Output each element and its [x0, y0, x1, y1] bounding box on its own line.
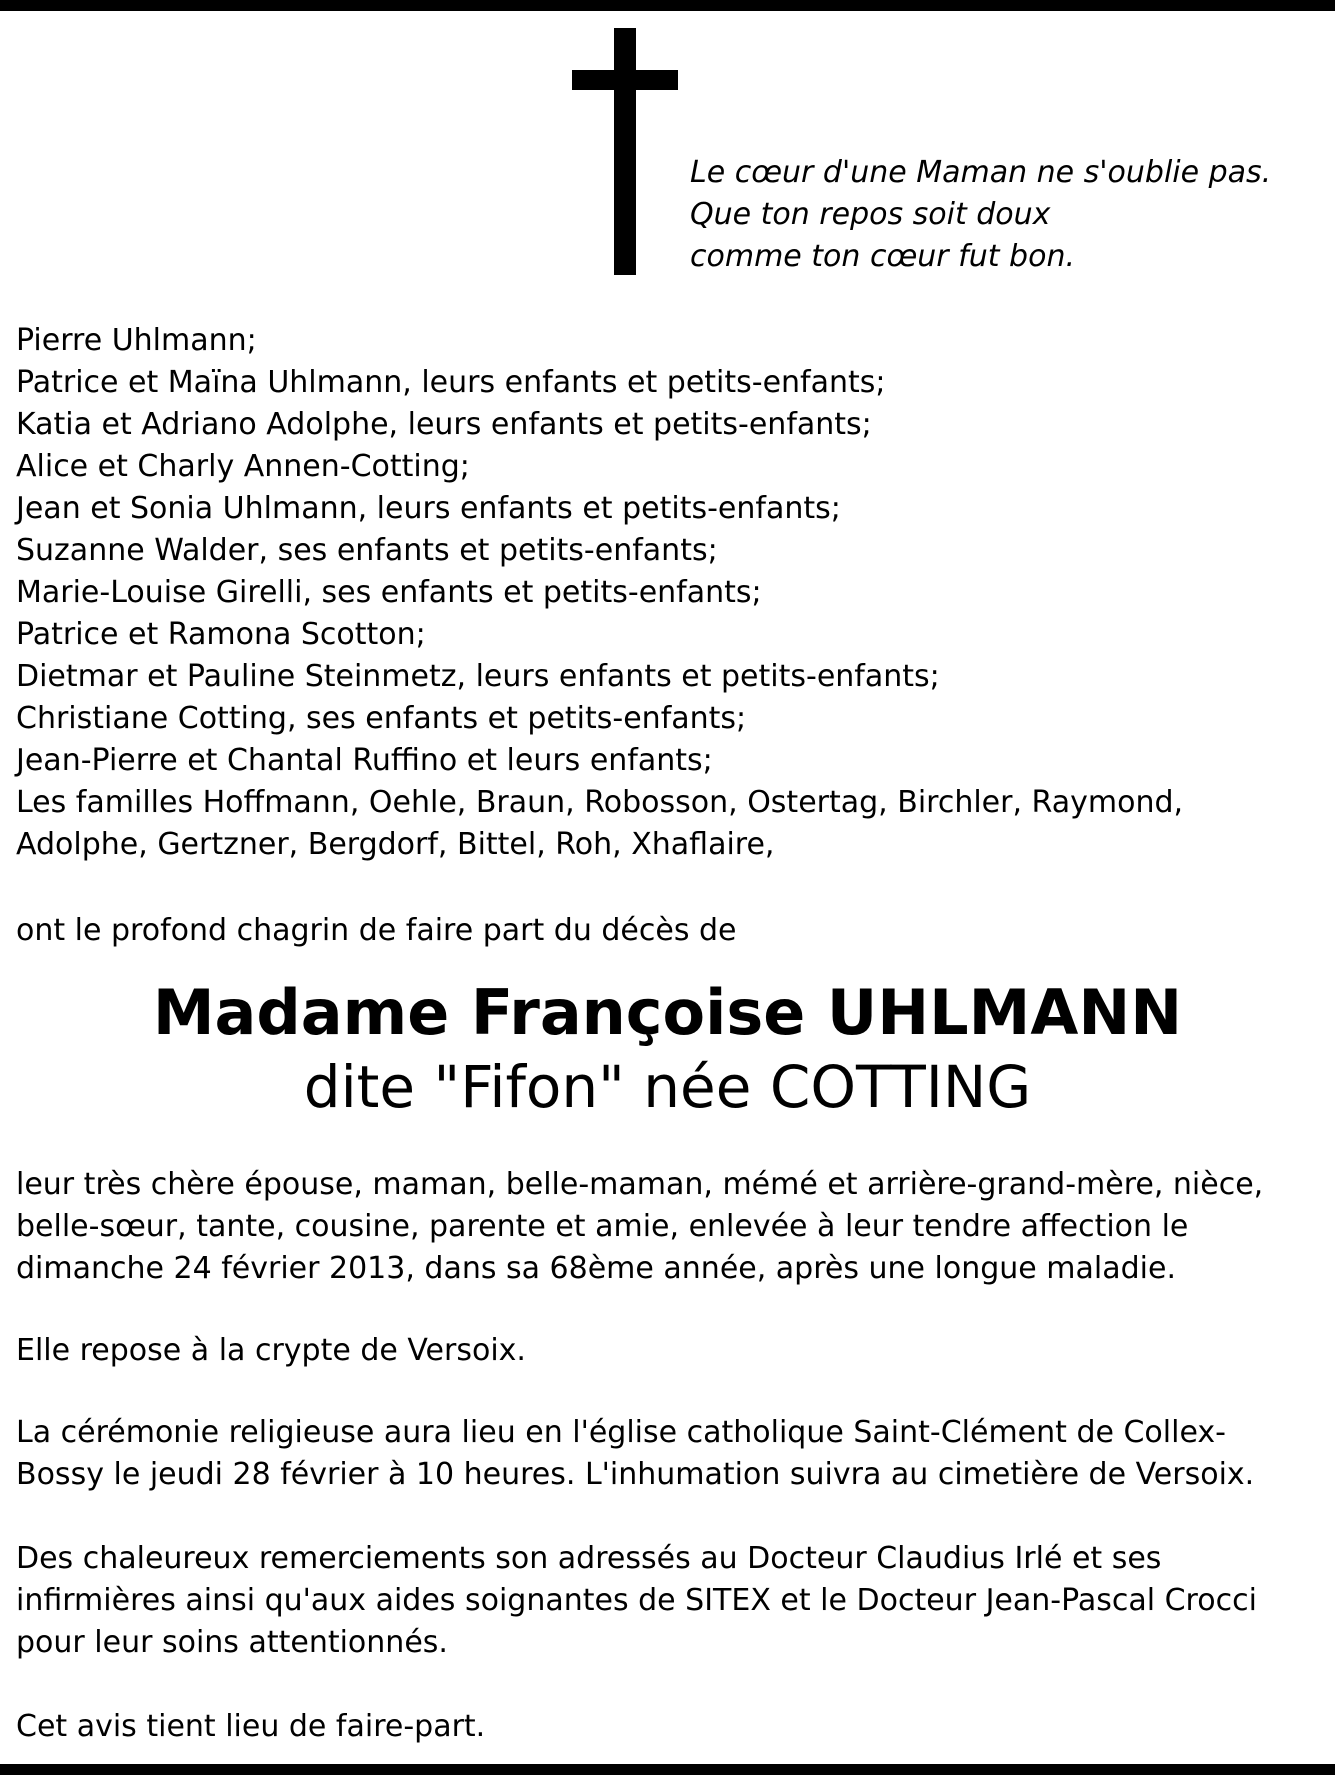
- closing-paragraph: [16, 1706, 1321, 1748]
- description-paragraph: [16, 1164, 1321, 1290]
- thanks-paragraph: [16, 1538, 1321, 1664]
- cross-icon: [572, 28, 678, 275]
- mourner-line: Patrice et Ramona Scotton;: [16, 617, 426, 652]
- description-line: leur très chère épouse, maman, belle-maman, mémé et arrière-grand-mère, nièce,: [16, 1167, 1264, 1202]
- deceased-subtitle: dite "Fifon" née COTTING: [303, 1053, 1032, 1121]
- repose-line: Elle repose à la crypte de Versoix.: [16, 1333, 526, 1368]
- epigraph-line: Le cœur d'une Maman ne s'oublie pas.: [690, 155, 1272, 190]
- announcement-line: ont le profond chagrin de faire part du décès de: [16, 913, 737, 948]
- cross-horizontal-bar: [572, 70, 678, 90]
- description-line: dimanche 24 février 2013, dans sa 68ème année, après une longue maladie.: [16, 1251, 1176, 1286]
- mourner-line: Adolphe, Gertzner, Bergdorf, Bittel, Roh, Xhaflaire,: [16, 827, 775, 862]
- bottom-border: [0, 1764, 1335, 1775]
- epigraph: [690, 152, 1310, 278]
- thanks-line: infirmières ainsi qu'aux aides soignantes de SITEX et le Docteur Jean-Pascal Crocci: [16, 1583, 1257, 1618]
- repose-paragraph: [16, 1330, 1321, 1372]
- closing-line: Cet avis tient lieu de faire-part.: [16, 1709, 486, 1744]
- epigraph-line: comme ton cœur fut bon.: [690, 239, 1075, 274]
- ceremony-line: La cérémonie religieuse aura lieu en l'église catholique Saint-Clément de Collex-: [16, 1415, 1226, 1450]
- top-border: [0, 0, 1335, 11]
- deceased-name: Madame Françoise UHLMANN: [152, 976, 1183, 1049]
- mourner-line: Alice et Charly Annen-Cotting;: [16, 449, 470, 484]
- mourners-list: [16, 320, 1321, 866]
- mourner-line: Marie-Louise Girelli, ses enfants et petits-enfants;: [16, 575, 762, 610]
- description-line: belle-sœur, tante, cousine, parente et amie, enlevée à leur tendre affection le: [16, 1209, 1189, 1244]
- mourner-line: Katia et Adriano Adolphe, leurs enfants et petits-enfants;: [16, 407, 872, 442]
- mourner-line: Jean-Pierre et Chantal Ruffino et leurs enfants;: [16, 743, 713, 778]
- mourner-line: Suzanne Walder, ses enfants et petits-enfants;: [16, 533, 718, 568]
- ceremony-line: Bossy le jeudi 28 février à 10 heures. L'inhumation suivra au cimetière de Versoix.: [16, 1457, 1255, 1492]
- mourner-line: Dietmar et Pauline Steinmetz, leurs enfants et petits-enfants;: [16, 659, 940, 694]
- thanks-line: pour leur soins attentionnés.: [16, 1625, 448, 1660]
- mourner-line: Pierre Uhlmann;: [16, 323, 257, 358]
- mourner-line: Christiane Cotting, ses enfants et petits-enfants;: [16, 701, 747, 736]
- announcement-text: [16, 910, 1321, 952]
- mourner-line: Les familles Hoffmann, Oehle, Braun, Robosson, Ostertag, Birchler, Raymond,: [16, 785, 1184, 820]
- deceased-name-block: [0, 975, 1335, 1123]
- thanks-line: Des chaleureux remerciements son adressés au Docteur Claudius Irlé et ses: [16, 1541, 1162, 1576]
- mourner-line: Jean et Sonia Uhlmann, leurs enfants et petits-enfants;: [16, 491, 841, 526]
- mourner-line: Patrice et Maïna Uhlmann, leurs enfants et petits-enfants;: [16, 365, 886, 400]
- ceremony-paragraph: [16, 1412, 1321, 1496]
- epigraph-line: Que ton repos soit doux: [690, 197, 1051, 232]
- cross-vertical-bar: [614, 28, 636, 275]
